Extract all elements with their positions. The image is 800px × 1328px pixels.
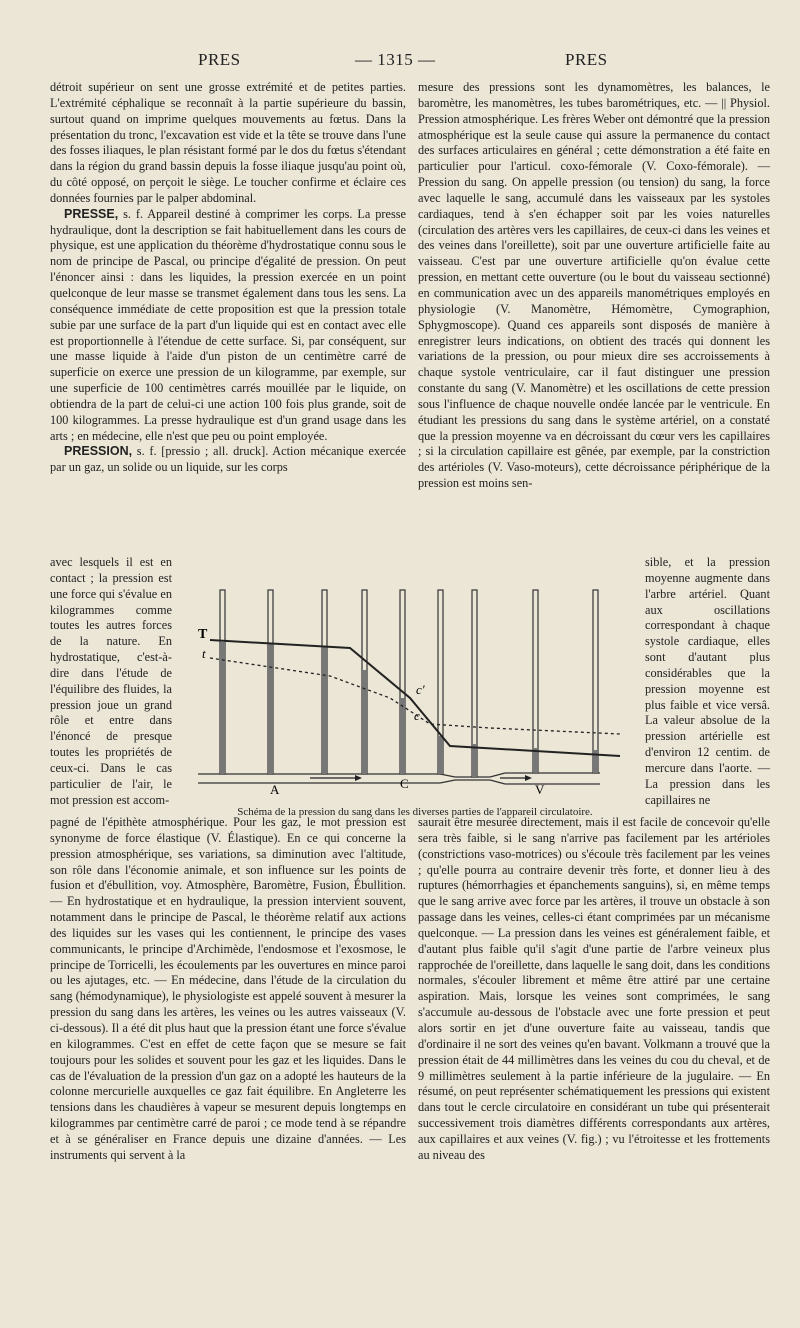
fill-7 bbox=[472, 744, 477, 777]
narrow-left-text: avec lesquels il est en contact ; la pression est une force qui s'évalue en kilogrammes comme toutes les autres forces de la nature. En hydrostatique, c'est-à-dire dans l'étude de l'équilibre des fluides, la pression joue un grand rôle et entre dans l'énoncé de presque toutes les propriétés de ceux-ci. Dans le cas particulier de l'air, le mot pression est accom- bbox=[50, 555, 172, 807]
label-C: C bbox=[400, 776, 409, 791]
entry-pression bbox=[50, 444, 406, 476]
narrow-right-text: sible, et la pression moyenne augmente dans l'arbre artériel. Quant aux oscillations correspondant à chaque systole cardiaque, elles sont d'autant plus considérables que la pression moyenne est plus faible et vice versâ. La valeur absolue de la pression artérielle est d'environ 12 centim. de mercure dans l'aorte. — La pression dans les capillaires ne bbox=[645, 555, 770, 807]
right-column-bottom: saurait être mesurée directement, mais il est facile de concevoir qu'elle sera très faible, si le sang n'arrive pas facilement par les artérioles (constrictions vaso-motrices) ou s'écoule très facilement par les veines ; qu'elle pourra au contraire devenir très forte, et donner lieu à des ruptures (hémorrhagies et épanchements sanguins), si, en même temps que le sang arrive avec force par les artères, il trouve un obstacle à son passage dans les veines, celles-ci étant comprimées par un mécanisme quelconque. — La pression dans les veines est généralement faible, et d'autant plus faible qu'il s'agit d'une partie de l'arbre veineux plus rapprochée de l'oreillette, dans laquelle le sang doit, dans les conditions normales, s'écouler librement et même être attiré par une certaine aspiration. Mais, lorsque les veines sont comprimées, le sang s'accumule au-dessous de l'obstacle avec une forte pression et peut alors sortir en jet d'une ouverture faite au vaisseau, tandis que d'ordinaire il ne sort des veines qu'en bavant. Volkmann a trouvé que la pression était de 44 millimètres dans les veines du cou du cheval, et de 9 millimètres seulement à la partie inférieure de la jugulaire. — En résumé, on peut représenter schématiquement les pressions qui existent dans tout le cercle circulatoire en considérant un tube qui présenterait successivement trois diamètres différents correspondants aux artères, aux capillaires et aux veines (V. fig.) ; vu l'étroitesse et les frottements au niveau des bbox=[418, 815, 770, 1162]
label-c-prime: c' bbox=[416, 682, 425, 697]
label-c: c bbox=[414, 708, 420, 723]
fill-4 bbox=[362, 670, 367, 774]
fill-1 bbox=[220, 642, 225, 774]
pressure-diagram-svg bbox=[190, 578, 630, 798]
flow-arrow-head-vein bbox=[525, 775, 532, 781]
fill-3 bbox=[322, 646, 327, 774]
left-column-top bbox=[50, 80, 406, 476]
pressure-diagram bbox=[190, 578, 630, 798]
entry-word-presse: PRESSE, bbox=[64, 206, 119, 221]
fill-9 bbox=[593, 750, 598, 773]
label-T: T bbox=[198, 627, 208, 642]
entry-presse bbox=[50, 207, 406, 445]
tube-wide-bottom-out bbox=[490, 780, 505, 784]
entry-word-pression: PRESSION, bbox=[64, 444, 133, 459]
page-number: — 1315 — bbox=[355, 50, 436, 69]
manometer-tube-9 bbox=[593, 590, 598, 773]
paragraph-presentation: détroit supérieur on sent une grosse extrémité et de petites parties. L'extrémité céphalique se reconnaît à la partie supérieure du bassin, surtout quand on imprime quelques mouvements au fœtus. Dans la présentation du tronc, l'excavation est vide et la tête se trouve dans l'une des fosses iliaques, le plan résistant formé par le dos du fœtus s'étendant dans la région du grand bassin depuis la fosse iliaque jusqu'au point où, du côté opposé, on perçoit le siège. Le toucher confirme et éclaire ces données fournies par le palper abdominal. bbox=[50, 80, 406, 205]
running-head-left: PRES bbox=[198, 50, 241, 69]
right-column-top: mesure des pressions sont les dynamomètres, les balances, le baromètre, les manomètres, les tubes barométriques, etc. — || Physiol. Pression atmosphérique. Les frères Weber ont démontré que la pression atmosphérique est la seule cause qui assure la permanence du contact des surfaces articulaires en général ; cette démonstration a été faite en particulier pour l'articul. coxo-fémorale (V. Coxo-fémorale). — Pression du sang. On appelle pression (ou tension) du sang, la force avec laquelle le sang, accumulé dans les vaisseaux par les systoles cardiaques, tend à s'en échapper soit par les voies naturelles (circulation des artères vers les capillaires, de ceux-ci dans les veines et des veines dans l'oreillette), soit par une ouverture artificielle faite au vaisseau. C'est par une ouverture artificielle qu'on évalue cette pression, en mettant cette ouverture (ou le bout du vaisseau sectionné) en communication avec un des appareils manométriques employés en physiologie (V. Manomètre, Hémomètre, Cymographion, Sphygmoscope). Quand ces appareils sont disposés de manière à enregistrer leurs indications, on obtient des tracés qui donnent les variations de la pression, ou pour mieux dire ses accroissements à chaque systole ventriculaire, car il faut distinguer une pression constante du sang (V. Manomètre) et les oscillations de cette pression sous l'influence de chaque nouvelle ondée lancée par le ventricule. En étudiant les pressions du sang dans le système artériel, on a constaté que la pression moyenne va en décroissant du cœur vers les capillaires ; si la circulation capillaire est gênée, par exemple, par la constriction des artérioles (V. Vaso-moteurs), cette décroissance périphérique de la pression est moins sen- bbox=[418, 80, 770, 491]
figure-caption: Schéma de la pression du sang dans les diverses parties de l'appareil circulatoire. bbox=[237, 806, 593, 818]
fill-5 bbox=[400, 698, 405, 774]
tube-wide-top-out bbox=[490, 773, 505, 777]
label-A: A bbox=[270, 782, 280, 797]
tube-narrow-bottom-in bbox=[440, 780, 455, 783]
entry-pression-text: s. f. [pressio ; all. druck]. Action mécanique exercée par un gaz, un solide ou un liquide, sur les corps bbox=[50, 444, 406, 475]
flow-arrow-head-artery bbox=[355, 775, 362, 781]
manometer-tube-8 bbox=[533, 590, 538, 773]
running-head-right: PRES bbox=[565, 50, 608, 69]
label-V: V bbox=[535, 782, 545, 797]
fill-6 bbox=[438, 736, 443, 774]
entry-presse-text: s. f. Appareil destiné à comprimer les corps. La presse hydraulique, dont la description se fait habituellement dans les cours de physique, est une application du théorème d'hydrostatique connu sous le nom de principe de Pascal, ou principe d'égalité de pression. On peut l'énoncer ainsi : dans les liquides, la pression exercée en un point quelconque de leur masse se transmet également dans tous les sens. La conséquence immédiate de cette proposition est que la pression totale subie par une surface de la part d'un liquide qui est en contact avec elle est proportionnelle à l'étendue de cette surface. Si, par conséquent, sur une masse liquide à l'aide d'un piston de un centimètre carré de superficie on exerce une pression de un kilogramme, par exemple, sur une superficie de 100 centimètres carrés mouillée par le liquide, on obtiendra de la part de celui-ci une action 100 fois plus grande, soit de 100 kilogrammes. La presse hydraulique est d'un grand usage dans les arts ; en médecine, elle n'est que peu ou point employée. bbox=[50, 206, 406, 443]
label-t: t bbox=[202, 646, 206, 661]
left-column-bottom: pagné de l'épithète atmosphérique. Pour les gaz, le mot pression est synonyme de force élastique (V. Élastique). En ce qui concerne la pression atmosphérique, ses variations, sa diminution avec l'altitude, son rôle dans l'économie animale, et son influence sur les points de fusion et d'ébullition, voy. Atmosphère, Baromètre, Fusion, Ébullition. — En hydrostatique et en hydraulique, la pression intervient souvent, notamment dans le principe de Pascal, le théorème relatif aux actions des liquides sur les vases qui les contiennent, le principe des vases communicants, le principe d'Archimède, l'endosmose et l'exosmose, le principe de Torricelli, les écoulements par les ouvertures en mince paroi ou les ajutages, etc. — En médecine, dans l'étude de la circulation du sang (hémodynamique), le physiologiste est appelé souvent à mesurer la pression du sang dans les artères, les veines ou les autres vaisseaux (V. ci-dessous). Il a été dit plus haut que la pression étant une force s'évalue en kilogrammes. C'est en effet de cette façon que se mesure se fait toujours pour les solides et souvent pour les gaz et les liquides. Dans le cas de l'évaluation de la pression d'un gaz on a adopté les hauteurs de la colonne mercurielle auxquelles ce gaz fait équilibre. En Angleterre les tensions dans les chaudières à vapeur se mesurent depuis longtemps en kilogrammes par centimètre carré de paroi ; ce mode tend à se répandre et à se généraliser en France depuis une dizaine d'années. — Les instruments qui servent à la bbox=[50, 815, 406, 1162]
fill-2 bbox=[268, 644, 273, 774]
